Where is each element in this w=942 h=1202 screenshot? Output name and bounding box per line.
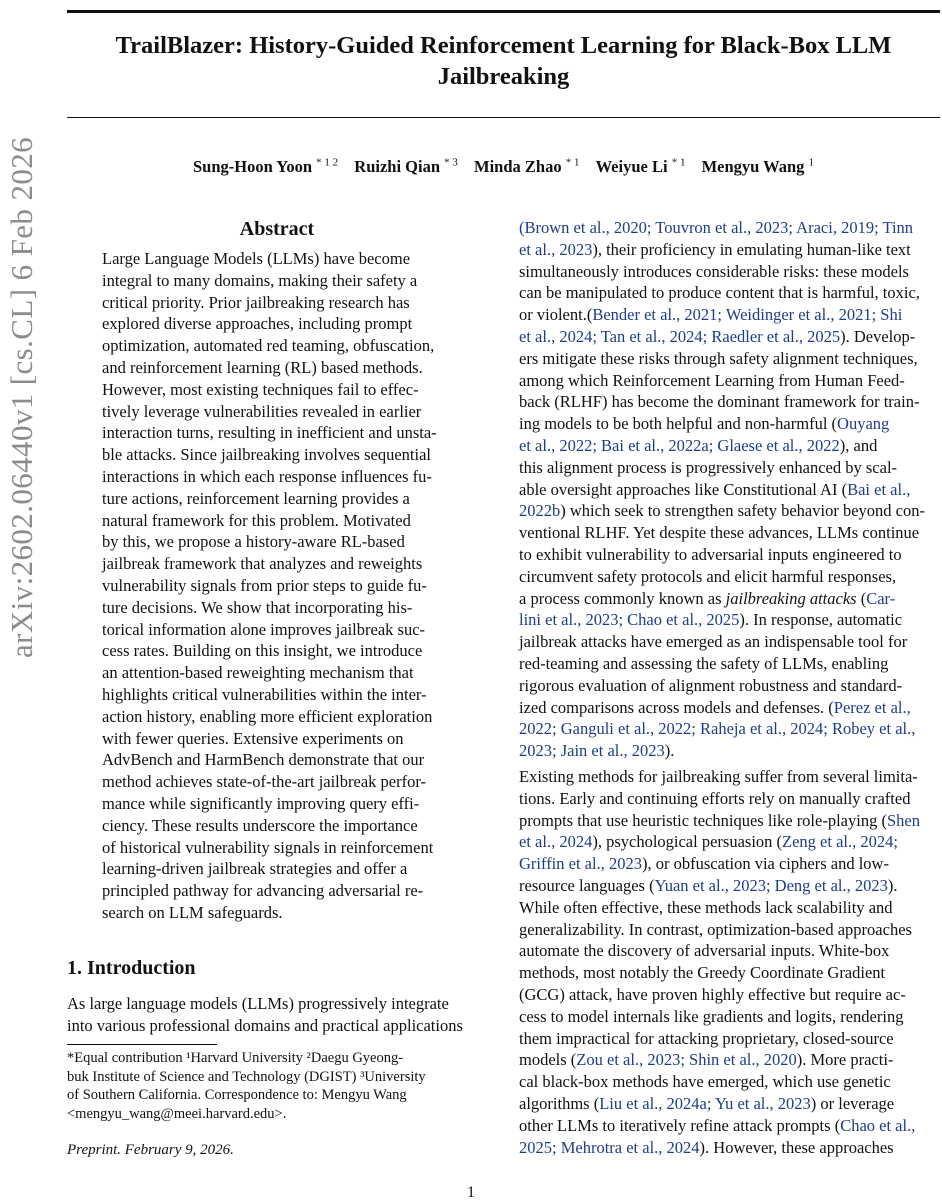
text-line: highlights critical vulnerabilities within the inter- — [102, 685, 427, 704]
body-text: to exhibit vulnerability to adversarial inputs engineered to — [519, 545, 902, 564]
body-text: ventional RLHF. Yet despite these advances, LLMs continue — [519, 523, 920, 543]
text-line — [519, 920, 940, 940]
text-line — [519, 305, 940, 325]
text-line — [519, 283, 940, 303]
body-text: (GCG) attack, have proven highly effective but require ac- — [519, 985, 906, 1004]
text-line: *Equal contribution ¹Harvard University ²Daegu Gyeong- — [67, 1050, 404, 1066]
body-text: methods, most notably the Greedy Coordinate Gradient — [519, 963, 886, 983]
body-text: ), their proficiency in emulating human-like text — [592, 239, 911, 259]
text-line: jailbreak framework that analyzes and reweights — [102, 554, 423, 574]
citation-link[interactable]: Chao et al., — [840, 1115, 916, 1135]
citation-link[interactable]: Zou et al., 2023; Shin et al., 2020 — [576, 1050, 797, 1070]
body-text: this alignment process is progressively enhanced by scal- — [519, 457, 898, 477]
text-line — [519, 1094, 940, 1114]
text-line — [519, 262, 940, 282]
text-line — [519, 371, 940, 391]
text-line: torical information alone improves jailbreak suc- — [102, 619, 426, 639]
abstract-heading: Abstract — [239, 218, 315, 240]
body-text: While often effective, these methods lack scalability and — [519, 897, 893, 917]
citation-link[interactable]: et al., 2023 — [519, 239, 593, 259]
text-line — [519, 941, 940, 961]
body-text: generalizability. In contrast, optimization-based approaches — [519, 919, 912, 939]
text-line: interaction turns, resulting in inefficient and unsta- — [102, 423, 437, 443]
body-text: or violent.( — [519, 305, 593, 325]
text-line: mance while significantly improving query effi- — [102, 794, 420, 813]
title-bottom-rule — [67, 117, 940, 118]
text-line: of Southern California. Correspondence to: Mengyu Wang — [67, 1087, 407, 1104]
text-line — [519, 854, 940, 874]
citation-link[interactable]: et al., 2024; Tan et al., 2024; Raedler et al., 2025 — [519, 327, 841, 346]
text-line — [519, 1050, 940, 1070]
text-line — [519, 218, 940, 238]
text-line — [519, 567, 940, 587]
text-line: method achieves state-of-the-art jailbreak perfor- — [102, 772, 427, 792]
body-text: cal black-box methods have emerged, which use genetic — [519, 1072, 891, 1092]
citation-link[interactable]: Bai et al., — [847, 479, 911, 499]
body-text: resource languages ( — [519, 876, 655, 895]
text-line — [519, 392, 940, 412]
citation-link[interactable]: 2025; Mehrotra et al., 2024 — [519, 1137, 700, 1157]
citation-link[interactable]: Liu et al., 2024a; Yu et al., 2023 — [599, 1094, 811, 1113]
citation-link[interactable]: Ouyang — [837, 414, 890, 434]
body-text: cess to model internals like gradients and logits, rendering — [519, 1006, 904, 1026]
text-line: ble attacks. Since jailbreaking involves sequential — [102, 445, 431, 465]
text-line: vulnerability signals from prior steps to guide fu- — [102, 576, 427, 595]
text-line — [519, 436, 940, 456]
citation-link[interactable]: Shen — [886, 810, 920, 830]
text-line — [519, 501, 940, 521]
body-text: simultaneously introduces considerable risks: these models — [519, 261, 909, 281]
citation-link[interactable]: Bender et al., 2021; Weidinger et al., 2021; Shi — [592, 305, 903, 325]
title-top-rule — [67, 10, 940, 13]
citation-link[interactable]: Yuan et al., 2023; Deng et al., 2023 — [654, 876, 888, 895]
body-text: back (RLHF) has become the dominant framework for train- — [519, 392, 920, 412]
text-line — [519, 1138, 940, 1158]
citation-link[interactable]: 2022b — [519, 501, 561, 521]
text-line — [519, 963, 940, 983]
body-text: ). More practi- — [796, 1050, 894, 1070]
citation-link[interactable]: Car- — [866, 588, 896, 608]
text-line: principled pathway for advancing adversarial re- — [102, 881, 424, 901]
author: Sung-Hoon Yoon $^{* 1 2}$ — [192, 156, 339, 176]
text-line: action history, enabling more efficient exploration — [102, 706, 433, 726]
author: Weiyue Li $^{* 1}$ — [595, 156, 686, 176]
citation-link[interactable]: Perez et al., — [833, 697, 911, 717]
text-line — [519, 414, 940, 434]
text-line — [519, 876, 940, 896]
text-line: ture actions, reinforcement learning provides a — [102, 488, 410, 508]
body-text: ). — [664, 741, 675, 761]
author: Minda Zhao $^{* 1}$ — [474, 156, 580, 176]
text-line: explored diverse approaches, including prompt — [102, 314, 413, 334]
body-text: ). However, these approaches — [699, 1137, 894, 1157]
text-line: tively leverage vulnerabilities revealed in earlier — [102, 401, 422, 421]
text-line — [519, 1072, 940, 1092]
text-line — [519, 480, 940, 500]
body-text: ized comparisons across models and defenses. ( — [519, 697, 834, 717]
author: Ruizhi Qian $^{* 3}$ — [354, 156, 458, 176]
footnote-rule — [67, 1044, 217, 1045]
body-text: circumvent safety protocols and elicit harmful responses, — [519, 566, 897, 586]
citation-link[interactable]: et al., 2022; Bai et al., 2022a; Glaese et al., 2022 — [519, 436, 840, 455]
text-line — [519, 327, 940, 347]
text-line — [519, 811, 940, 831]
body-text: ( — [856, 588, 867, 608]
citation-link[interactable]: 2023; Jain et al., 2023 — [519, 741, 665, 761]
author-list — [67, 156, 940, 177]
text-line: optimization, automated red teaming, obfuscation, — [102, 336, 435, 356]
text-line — [519, 523, 940, 543]
body-text: ). — [887, 876, 898, 895]
body-text: ), and — [839, 436, 878, 455]
citation-link[interactable]: lini et al., 2023; Chao et al., 2025 — [519, 610, 740, 630]
emphasis-text: jailbreaking attacks — [725, 588, 857, 608]
text-line — [519, 676, 940, 696]
section-heading-introduction: 1. Introduction — [67, 957, 196, 979]
text-line: with fewer queries. Extensive experiments on — [102, 728, 404, 748]
body-text: ) which seek to strengthen safety behavior beyond con- — [560, 501, 925, 521]
body-text: ). Develop- — [840, 327, 916, 346]
text-line: search on LLM safeguards. — [102, 903, 283, 922]
text-line — [519, 698, 940, 718]
text-line — [519, 589, 940, 609]
text-line: integral to many domains, making their safety a — [102, 270, 418, 290]
text-line — [519, 545, 940, 565]
text-line — [519, 789, 940, 809]
body-text: can be manipulated to produce content that is harmful, toxic, — [519, 283, 920, 303]
text-line: However, most existing techniques fail to effec- — [102, 379, 419, 399]
body-text: models ( — [519, 1050, 577, 1070]
text-line: Large Language Models (LLMs) have become — [102, 249, 411, 268]
body-text: algorithms ( — [519, 1094, 600, 1113]
body-text: red-teaming and assessing the safety of LLMs, enabling — [519, 654, 889, 673]
text-line: buk Institute of Science and Technology (DGIST) ³University — [67, 1068, 426, 1085]
text-line — [519, 1007, 940, 1027]
page-number: 1 — [467, 1184, 475, 1201]
citation-link[interactable]: Zeng et al., 2024; — [782, 832, 898, 852]
text-line — [519, 349, 940, 369]
paper-title — [67, 30, 940, 92]
text-line — [519, 719, 940, 739]
arxiv-identifier: arXiv:2602.06440v1 [cs.CL] 6 Feb 2026 — [4, 136, 39, 658]
body-text: them impractical for attacking proprietary, closed-source — [519, 1028, 894, 1048]
body-text: able oversight approaches like Constitutional AI ( — [519, 479, 848, 499]
text-line: AdvBench and HarmBench demonstrate that our — [102, 750, 425, 770]
title-line: Jailbreaking — [437, 63, 570, 90]
text-line: natural framework for this problem. Motivated — [102, 510, 411, 530]
text-line — [519, 985, 940, 1005]
text-line — [519, 832, 940, 852]
body-text: ), or obfuscation via ciphers and low- — [641, 854, 889, 874]
body-text: rigorous evaluation of alignment robustness and standard- — [519, 675, 903, 695]
text-line — [519, 1029, 940, 1049]
citation-link[interactable]: et al., 2024 — [519, 832, 593, 852]
preprint-note: Preprint. February 9, 2026. — [67, 1142, 234, 1158]
text-line: an attention-based reweighting mechanism that — [102, 663, 414, 683]
citation-link[interactable]: (Brown et al., 2020; Touvron et al., 2023; Araci, 2019; Tinn — [519, 218, 914, 237]
author: Mengyu Wang $^1$ — [701, 156, 815, 176]
body-text: tions. Early and continuing efforts rely on manually crafted — [519, 788, 911, 808]
body-text: a process commonly known as — [519, 588, 726, 608]
body-text: jailbreak attacks have emerged as an indispensable tool for — [519, 632, 908, 652]
body-text: ers mitigate these risks through safety alignment techniques, — [519, 348, 918, 368]
text-line: into various professional domains and practical applications — [67, 1015, 463, 1035]
text-line: interactions in which each response influences fu- — [102, 467, 432, 486]
text-line — [519, 767, 940, 787]
text-line: by this, we propose a history-aware RL-based — [102, 532, 405, 552]
text-line — [519, 654, 940, 674]
text-line — [519, 610, 940, 630]
text-line: As large language models (LLMs) progressively integrate — [67, 994, 449, 1013]
text-line — [519, 741, 940, 761]
body-text: Existing methods for jailbreaking suffer from several limita- — [519, 767, 918, 786]
text-line — [519, 240, 940, 260]
body-text: ), psychological persuasion ( — [592, 832, 783, 852]
body-text: ing models to be both helpful and non-harmful ( — [519, 414, 838, 434]
body-text: ) or leverage — [810, 1094, 895, 1113]
body-text: other LLMs to iteratively refine attack prompts ( — [519, 1115, 841, 1135]
citation-link[interactable]: 2022; Ganguli et al., 2022; Raheja et al., 2024; Robey et al., — [519, 719, 916, 739]
text-line: of historical vulnerability signals in reinforcement — [102, 837, 434, 857]
text-line — [519, 898, 940, 918]
body-text: prompts that use heuristic techniques like role-playing ( — [519, 810, 887, 830]
text-line: <mengyu_wang@meei.harvard.edu>. — [67, 1106, 287, 1123]
text-line: learning-driven jailbreak strategies and offer a — [102, 859, 408, 879]
body-text: among which Reinforcement Learning from Human Feed- — [519, 370, 905, 390]
text-line — [519, 458, 940, 478]
text-line: cess rates. Building on this insight, we introduce — [102, 641, 423, 661]
text-line: critical priority. Prior jailbreaking research has — [102, 292, 410, 312]
text-line — [519, 1116, 940, 1136]
title-line: TrailBlazer: History-Guided Reinforcement Learning for Black-Box LLM — [115, 32, 892, 59]
body-text: automate the discovery of adversarial inputs. White-box — [519, 941, 890, 961]
text-line: ciency. These results underscore the importance — [102, 815, 418, 835]
text-line — [519, 632, 940, 652]
text-line: and reinforcement learning (RL) based methods. — [102, 358, 423, 377]
text-line: ture decisions. We show that incorporating his- — [102, 597, 413, 617]
citation-link[interactable]: Griffin et al., 2023 — [519, 854, 642, 874]
body-text: ). In response, automatic — [739, 610, 903, 630]
